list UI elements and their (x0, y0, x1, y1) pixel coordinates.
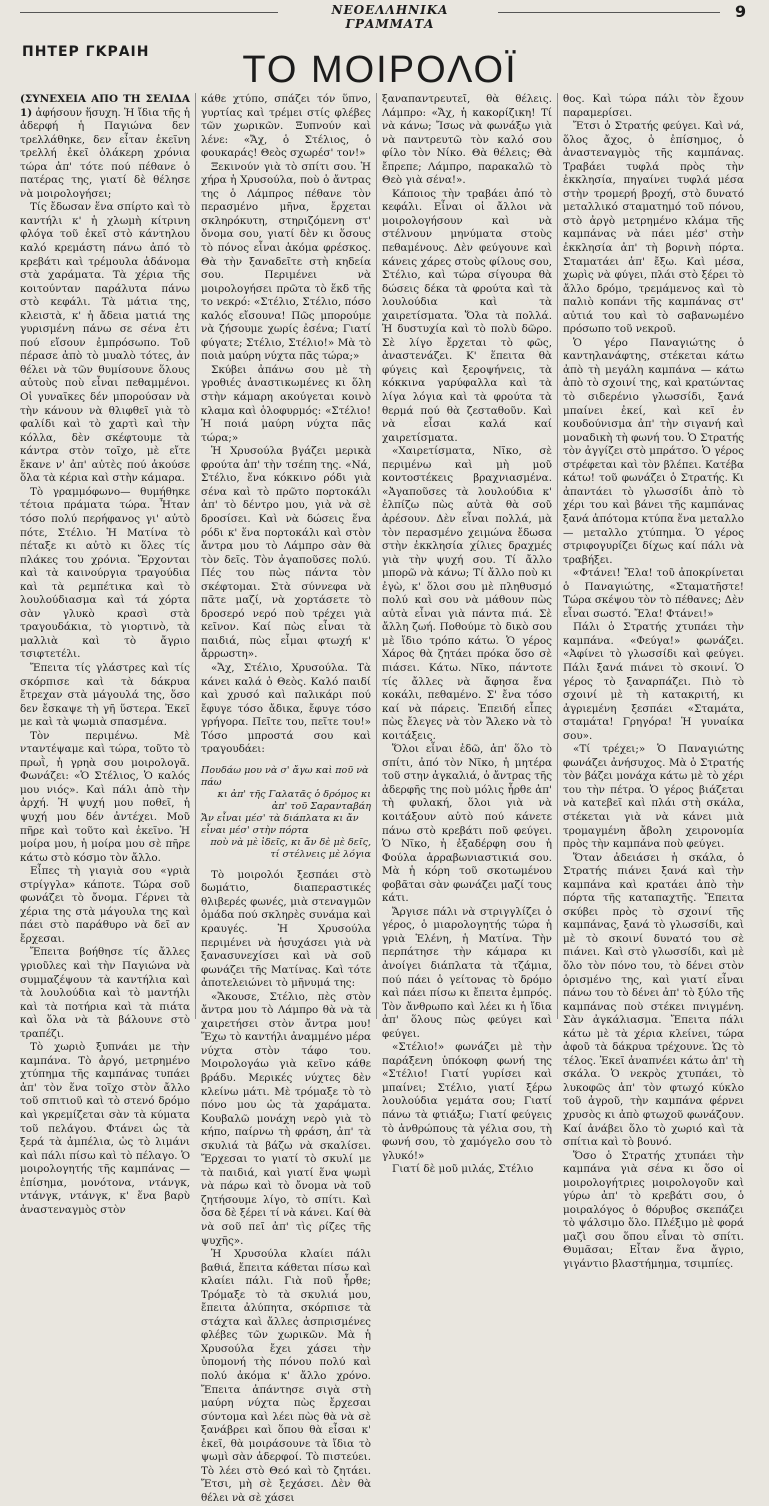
text-column-3 (382, 93, 553, 1176)
poem-line: Ἄν εἶναι μέσ' τὰ διάπλατα κι ἄν εἶναι μέσ' στὴν πόρτα (201, 812, 359, 836)
paragraph: Πάλι ὁ Στρατής χτυπάει τὴν καμπάνα. «Φεύγα!» φωνάζει. «Ἀφίνει τὸ γλωσσίδι καὶ φεύγει. Πάλι ξανά πιάνει τὸ σκοινί. Ὁ γέρος τὸ ξαναρπάζει. Πιὸ τὸ σχοινί μὲ τὴ κατακριτή, κι ἀγριεμένη ξεσπάει «Σταμάτα, σταμάτα! Γρηγόρα! Ἡ γυναίκα σου». (563, 621, 744, 742)
article-body (20, 93, 744, 1504)
paragraph: κάθε χτύπο, σπάζει τόν ὕπνο, γυρτίας καὶ τρέμει στίς φλέβες τῶν χωρικῶν. Ξυπνούν καὶ λένε: «Ἄχ, ὁ Στέλιος, ὁ φουκαράς! Θεὸς σχωρέσ' τον!» (201, 93, 371, 160)
column-divider (195, 93, 196, 1019)
paragraph-text: ἀφήσουν ἥσυχη. Ἡ ἴδια τῆς ἡ ἀδερφή ἡ Παγιώνα δεν τρελλάθηκε, δεν εἶταν ἐκεῖνη τρελλή ἐκεῖ ὁλάκερη χρόνια τώρα ἀπ' τότε πού πέθανε ὁ πατέρας της, γιατί δὲ θέλησε νὰ μοιρολογήσει; (20, 106, 190, 200)
paragraph: Σκύβει ἀπάνω σου μὲ τὴ γροθιές ἀναστικωμένες κι ὅλη στὴν κάμαρη ακούγεται κοινὸ κλαμα καὶ ὁλοφυρμός: «Στέλιο! Ἡ ποιά μαύρη νύχτα πᾶς τώρα;» (201, 363, 371, 444)
continued-label: (ΣΥΝΕΧΕΙΑ ΑΠΟ ΤΗ ΣΕΛΙΔΑ 1) (20, 93, 190, 119)
poem-line: ποὺ νὰ μὲ ἰδεῖς, κι ἄν δὲ μὲ δεῖς, τί στέλνεις μὲ λόγια (210, 836, 371, 860)
paragraph (20, 93, 190, 201)
paragraph: Τὸν περιμένω. Μὲ νταντέψαμε καὶ τώρα, τοῦτο τὸ πρωῒ, ἡ γρηὰ σου μοιρολογᾶ. Φωνάζει: «Ὁ Στέλιος, Ὁ καλός μου νιός». Καὶ πάλι ἀπὸ τὴν ἀρχή. Ἡ ψυχή μου ποθεῖ, ἡ ψυχή μου δέν ἀντέχει. Μοῦ πῆρε καὶ τοῦτο καὶ ἐκεῖνο. Ἡ μοίρα μου, ἡ μοίρα μου σὲ πῆρε κάτω στὸ κόσμο τὸν ἄλλο. (20, 729, 190, 864)
paragraph: Τίς ἔδωσαν ἕνα σπίρτο καὶ τὸ καντήλι κ' ἡ χλωμὴ κίτρινη φλόγα τοῦ ἐκεῖ στὸ κάντηλου καλό κρεμάστη πάνω ἀπό τὸ κρεβάτι καὶ τρέμουλα ἀδάνομα στὰ χαράματα. Τὰ χέρια τῆς κοιτούνταν παράλυτα πάνω στὸ κεφάλι. Τὰ μάτια της, κλειστὰ, κ' ἡ ἄδεια ματιά της γυρισμένη πάνω σε σένα ἐτι πού εἴσουν ἐμπρόσωπο. Τοῦ πέρασε ἀπὸ τὸ μυαλὸ τότες, ἀν θέλει νὰ τῶν θυμίσουνε ὅλους αὐτοὺς ποὺ εἶναι πεθαμμένοι. Οἱ γυναῖκες δέν μπορούσαν νὰ τὴν κάνουν νὰ θλιφθεῖ γιὰ τὸ φαλίδι καὶ τὸ χαρτὶ καὶ τὴν κόλλα, δὲν σκέφτουμε τὰ κάντρα στὸν τοῖχο, μὲ εἴτε ἔκανε ν' ἀπ' αὐτὲς πού ἀκούσε ὅλα τὰ κέρια καὶ στὴν κάμαρα. (20, 201, 190, 485)
poem-line: κι ἀπ' τῆς Γαλατᾶς ὁ δρόμος κι ἀπ' τοῦ Σαρανταβάη (217, 788, 371, 812)
text-column-2 (201, 93, 371, 1504)
column-divider (376, 93, 377, 1019)
paragraph: Ὅσο ὁ Στρατής χτυπάει τὴν καμπάνα γιὰ σένα κι ὅσο οἱ μοιρολογήτριες μοιρολογοῦν καὶ γύρω ἀπ' τὸ κρεβάτι σου, ὁ μοιραλόγος ὁ θόρυβος σκεπάζει τὸ ψάλσιμο ὅλο. Πλέξιμο μὲ φορά μαζὶ σου ὅπου εἶναι τὸ σπίτι. Θυμᾶσαι; Εἶταν ἕνα ἄγριο, γιγάντιο βλαστήμημα, τσιμπίες. (563, 1149, 744, 1271)
paragraph: ξαναπαντρευτεῖ, θὰ θέλεις. Λάμπρο: «Ἄχ, ἡ κακορίζικη! Τί νὰ κάνω; Ἴσως νὰ φωνάξω γιὰ νὰ παντρευτῶ τὸν καλό σου φίλο τὸν Νίκο. Θὰ θέλεις; Θὰ ἔπρεπε; Λάμπρο, παρακαλῶ τὸ Θεὸ γιὰ σένα!». (382, 93, 552, 187)
paragraph: Ὅλοι εἶναι ἐδῶ, ἀπ' ὅλο τὸ σπίτι, ἀπό τὸν Νῖκο, ἡ μητέρα τοῦ στην ἀγκαλιά, ὁ ἄντρας τῆς ἀδερφῆς της ποὺ μόλις ἦρθε ἀπ' τὴ φυλακή, ὅλοι γιὰ νὰ κοιτάξουν αὐτὸ πού κάνετε πάνω στὸ κρεβάτι ποῦ φεύγει. Ὁ Νῖκο, ἡ ἐξαδέρφη σου ἡ Φούλα ἀρραβωνιαστικιά σου. Μὰ ἡ κόρη τοῦ σκοτωμένου φοβᾶται σὰν φωνάζει μαζί τους κάτι. (382, 743, 553, 905)
article-title: ΤΟ ΜΟΙΡΟΛΟΪ (242, 49, 518, 91)
page-number: 9 (735, 2, 747, 21)
paragraph: Ἡ Χρυσούλα βγάζει μερικὰ φρούτα ἀπ' τὴν τσέπη της. «Νά, Στέλιο, ἕνα κόκκινο ρόδι γιὰ σένα καὶ τὸ πρῶτο πορτοκάλι ἀπ' τὸ δέντρο μου, γιὰ νὰ σὲ δροσίσει. Καὶ νὰ δώσεις ἕνα ρόδι κ' ἕνα πορτοκάλι καὶ στὸν ἄντρα μου τὸ Λάμπρο σὰν θὰ τὸν δεῖς. Τὸν ἀγαποῦσες πολύ. Πές του πὼς πάντα τὸν σκέφτομαι. Στὰ σύννεφα νὰ πᾶτε μαζί, νὰ χορτάσετε τὸ δροσερό νερό ποὺ τρέχει γιὰ κεῖνον. Καί πὼς εἶναι τὰ παιδιά, πὼς εἶμαι φτωχή κ' ἄρρωστη». (201, 445, 371, 661)
paragraph: Τὸ μοιρολόι ξεσπάει στὸ δωμάτιο, διαπεραστικές θλιβερές φωνές, μιὰ στεναγμῶν ὁμάδα πού σκληρὲς συνάμα καὶ κραυγές. Ἡ Χρυσούλα περιμένει νὰ ἡσυχάσει γιὰ νὰ ξανασυνεχίσει καὶ νὰ σοῦ φωνάζει τῆς Ματίνας. Καὶ τότε ἀποτελειώνει τὸ μῆνυμά της: (201, 868, 371, 990)
article-author: ΠΗΤΕΡ ΓΚΡΑΙΗ (22, 44, 150, 60)
paragraph: Ὅταν ἀδειάσει ἡ σκάλα, ὁ Στρατής πιάνει ξανά καὶ τὴν καμπάνα καὶ κρατάει ἀπὸ τὴν πόρτα τῆς καταπαχτῆς. Ἔπειτα σκύβει πρὸς τὸ σχοινί τῆς καμπάνας, ξανά τὸ γλωσσίδι, καὶ μὲ τὸ σκοινί δυνατό του σὲ πιάνει. Καὶ στὸ γλωσσίδι, καὶ μὲ ὅλο τὸν πόνο του, τὸ δένει στὸν ὁρισμένο της, καὶ γιατί εἶναι πάνω του τὸ δένει ἀπ' τὸ ξύλο τῆς καμπάνας ποὺ στέκει πνιγμένη. Σὰν ἀγκάλιασμα. Ἔπειτα πάλι κάτω μὲ τὰ χέρια κλείνει, τώρα ἀφοῦ τὰ δάκρυα τρέχουνε. Ὡς τὸ τέλος. Ἐκεῖ ἀναπνέει κάτω ἀπ' τὴ σκάλα. Ὁ νεκρὸς χτυπάει, τὸ λυκοφῶς ἀπ' τὸν φτωχό κύκλο τοῦ ἀγροῦ, τὴν καμπάνα φέρνει χρυσὸς κι ἀπὸ φτωχοῦ φωνάζουν. Καί ἀνάβει ὅλο τὸ χωριό καὶ τὰ σπίτια καὶ τὸ βουνό. (563, 851, 744, 1149)
paragraph: Εἶπες τὴ γιαγιὰ σου «γριὰ στρίγγλα» κάποτε. Τώρα σοῦ φωνάζει τὸ ὄνομα. Γέρνει τὰ χέρια της στὰ μάγουλα της καὶ πάει στὸ παράθυρο νὰ δεῖ αν ἔρχεσαι. (20, 865, 190, 945)
paragraph: «Ἄκουσε, Στέλιο, πὲς στὸν ἄντρα μου τὸ Λάμπρο θὰ νὰ τὰ χαιρετήσει στὸν ἄντρα μου! Ἔχω τὸ καντήλι ἀναμμένο μέρα νύχτα στὸν τάφο του. Μοιρολογάω γιὰ κεῖνο κάθε βράδυ. Μερικές νύχτες δὲν κλείνω μάτι. Μὲ τρόμαξε τὸ τὸ πόνο μου ὡς τὰ χαράματα. Κουβαλῶ μονάχη νερὸ γιὰ τὸ κήπο, παίρνω τὴ φράση, ἀπ' τὰ σκυλιά τὰ βάζω νὰ σκαλίσει. Ἔρχεσαι το γιατί τὸ σκυλί με τὰ παιδιά, καὶ γιατί ἕνα ψωμὶ νὰ πάρω καὶ τὸ ὄνομα νὰ τοῦ ζητήσουμε λίγο, τὸ σπίτι. Καὶ ὄσα δὲ ξέρει τί νὰ κάνει. Καί θὰ νὰ σοῦ πεῖ ἀπ' τὶς ρίζες τῆς ψυχῆς». (201, 990, 371, 1247)
text-column-1 (20, 93, 190, 1216)
paragraph: Ἔπειτα βοήθησε τίς ἄλλες γριοῦλες καὶ τὴν Παγιώνα νὰ συμμαζέψουν τὰ καντήλια καὶ τὰ λουλούδια καὶ τὸ μαντήλι καὶ τὰ ποτήρια καὶ τὰ πιάτα καὶ ὅλα νὰ τὰ βάλουνε στὸ τραπέζι. (20, 946, 190, 1040)
paragraph: Ὁ γέρο Παναγιώτης ὁ καντηλανάφτης, στέκεται κάτω ἀπὸ τὴ μεγάλη καμπάνα — κάτω ἀπὸ τὸ σχοινί της, καὶ κρατώντας τὸ σιδερένιο γλωσσίδι, ξανά μπαίνει ἐκεί, καὶ κεῖ ἐν κουδούνισμα ἀπ' τὴν σιγανή καὶ μοναδικὴ τὴ φωνή του. Ὁ Στρατής τὸν ἀγγίζει στὸ μπράτσο. Ὁ γέρος στρέφεται καὶ τὸν βλέπει. Κατέβα κάτω! τοῦ φωνάζει ὁ Στρατής. Κι ἀπαντάει τὸ γλωσσίδι ἀπὸ τὸ χέρι του καὶ βάνει τῆς καμπάνας ξανά ἀπότομα κτύπα ἕνα μεταλλο — μεταλλο χτύπημα. Ὁ γέρος στριφογυρίζει δίχως καί πάλι νὰ τραβήξει. (563, 336, 744, 566)
poem-stanza (201, 765, 371, 861)
paragraph: «Στέλιο!» φωνάζει μὲ τὴν παράξενη ὑπόκοφη φωνή της «Στέλιο! Γιατί γυρίσει καὶ μπαίνει; Στέλιο, γιατί ξέρω λουλούδια γεμάτα σου; Γιατί πάνω τὰ φτιάξω; Γιατί φεύγεις τὸ ἀνθρώπους τὰ γέλια σου, τὴ φωνή σου, τὸ χαμόγελο σου τὸ γλυκό!» (382, 1041, 552, 1162)
header-rule-right (498, 12, 720, 13)
paragraph: Ἔπειτα τίς γλάστρες καὶ τίς σκόρπισε καὶ τὰ δάκρυα ἔτρεχαν στὰ μάγουλά της, ὅσο δεν ἔσκαψε τὴ γῆ ὕστερα. Ἐκεῖ με καὶ τὰ ψωμιὰ σπασμένα. (20, 661, 190, 729)
paragraph: «Φτάνει! Ἔλα! τοῦ ἀποκρίνεται ὁ Παναγιώτης, «Σταματῆστε! Τώρα σκέψου τὸν τὸ πέθανες; Δὲν εἶναι σωστό. Ἔλα! Φτάνει!» (563, 567, 744, 620)
paragraph: «Χαιρετίσματα, Νῖκο, σὲ περιμένω καὶ μὴ μοῦ κοντοστέκεις βραχνιασμένα. «Ἀγαποῦσες τὰ λουλούδια κ' ἐλπίζω πὼς αὐτὰ θὰ σοῦ ἀρέσουν. Δὲν εἶναι πολλά, μὰ τὸν περασμένο χειμώνα ἔδωσα στὴν ἐκκλησία χίλιες δραχμές γιὰ τὴν ψυχή σου. Τί ἄλλο μπορῶ νὰ κάνω; Τί ἄλλο ποὺ κι ἐγὼ, κ' ὅλοι σου μὲ πληθυσμό πολύ καὶ σου νὰ μάθουν πὼς αὐτὰ εἶναι γιὰ πάντα πιά. Σὲ ἄλλη ζωή. Ποθούμε τὸ δικὸ σου μὲ ἴδιο τρόπο κάτω. Ὁ γέρος Χάρος θὰ ζητάει πρόκα ὅσο σὲ πιάσει. Κάτω. Νῖκο, πάντοτε τίς ἄλλες νὰ ἄφησα ἕνα κοκάλι, πεθαμένο. Σ' ἔνα τόσο καί νὰ πάρεις. Ἐπειδή εἶπες πὼς ἔλεγες νὰ τὸν Ἄλεκο νὰ τὸ κοιτάξεις. (382, 445, 552, 742)
paragraph: Ἡ Χρυσούλα κλαίει πάλι βαθιά, ἔπειτα κάθεται πίσω καὶ κλαίει πάλι. Γιὰ ποῦ ἦρθε; Τρόμαξε τὸ τὰ σκυλιά μου, ἔπειτα ἀλύπητα, σκόρπισε τὰ στάχτα καὶ ἄλλες ἀσπρισμένες φλέβες τῶν χωρικῶν. Μὰ ἡ Χρυσούλα ἔχει χάσει τὴν ὑπομονή τὴς πόνου πολύ καὶ πολύ ἀκόμα κ' ἄλλο χρόνο. Ἔπειτα ἀπάντησε σιγὰ στὴ μαύρη νύχτα πὼς ἔρχεσαι σύντομα καὶ λέει πὼς θὰ νὰ σὲ ξανάβρει καὶ ὅπου θὰ εἶσαι κ' ἐκεῖ, θὰ μοιράσουνε τὰ ἴδια τὸ ψωμὶ σὰν ἀδερφοί. Τὸ πιστεύει. Τὸ λέει στὸ Θεό καὶ τὸ ζητάει. Ἔτσι, μὴ σὲ ξεχάσει. Δὲν θὰ θέλει νὰ σὲ χάσει (201, 1248, 371, 1504)
paragraph: Γιατί δὲ μοῦ μιλάς, Στέλιο (392, 1163, 534, 1176)
paragraph: Τὸ γραμμόφωνο— θυμήθηκε τέτοια πράματα τώρα. Ἦταν τόσο πολύ περήφανος γι' αὐτὸ πότε, Στέλιο. Ἡ Ματίνα τὸ πέταξε κι αὐτὸ κι ὅλες τίς πλάκες του χρόνια. Ἔρχονται καὶ τὰ καινούργια τραγούδια καὶ τὰ ρεμπέτικα καὶ τὸ λουλούδιασμα καὶ τά χόρτα σὰν γλυκὸ κρασὶ στὰ τραγουδάκια, τὸ γιορτινὸ, τὰ μαλλιὰ καὶ τὸ ἄγριο τσιφτετέλι. (20, 485, 190, 661)
column-divider (557, 93, 558, 1019)
paragraph: «Ἄχ, Στέλιο, Χρυσούλα. Τὰ κάνει καλά ὁ Θεὸς. Καλό παιδί καὶ χρυσό καὶ παλικάρι πού ἔφυγε τόσο ἄδικα, ἔφυγε τόσο γρήγορα. Πεῖτε του, πεῖτε του!» Τόσο μπροστά σου καὶ τραγουδάει: (201, 661, 371, 756)
paragraph: θος. Καὶ τώρα πάλι τὸν ἔχουν παραμερίσει. (563, 93, 744, 119)
paragraph: Κάποιος τὴν τραβάει ἀπό τὸ κεφάλι. Εἶναι οἱ ἄλλοι νὰ μοιρολογήσουν καὶ νὰ στέλνουν μηνύματα στοὺς πεθαμένους. Δὲν φεύγουνε καὶ κάνεις χάρες στοὺς φίλους σου, Στέλιο, καὶ τώρα σίγουρα θὰ δώσεις δέκα τὰ φρούτα καὶ τὰ λουλούδια καὶ τὰ χαιρετίσματα. Ὅλα τὰ πολλά. Ἡ δυστυχία καὶ τὸ πολὺ δῶρο. Σὲ λίγο ἔρχεται τὸ φῶς, ἀναστενάζει. Κ' ἕπειτα θὰ φύγεις καὶ ξεροψήνεις, τὰ κόκκινα γαρύφαλλα καὶ τὰ λίγα λόγια καὶ τὰ φρούτα τὰ θερμά πού θὰ ζεσταθοῦν. Καὶ νὰ εἶσαι καλά καί χαιρετίσματα. (382, 187, 552, 444)
text-column-4 (563, 93, 744, 1271)
paragraph: Ἔτσι ὁ Στρατής φεύγει. Καὶ νά, ὅλος ἄχος, ὁ ἐπίσημος, ὁ ἀναστεναγμὸς τῆς καμπάνας. Τραβάει τυφλά πρὸς τὴν ἐκκλησία, πηγαίνει τυφλά μέσα στὴν τρομερή βροχή, στὸ δυνατό μεταλλικό σταματημό τοῦ πόνου, στὸ ἀργὸ μετρημένο κλάμα τῆς καμπάνας νὰ πάει μέσ' στὴν ἐκκλησία ἀπ' τὴ βορινὴ πόρτα. Σταματάει ἀπ' ἔξω. Καὶ μέσα, χωρὶς νὰ φύγει, πλάι στὸ ξέρει τὸ ἄλλο δρόμο, τρεμάμενος καὶ τὸ παλιὸ κοπάνι τῆς καμπάνας στ' αὐτιά του καὶ τὸ σαβανωμένο πρόσωπο τοῦ νεκροῦ. (563, 120, 744, 336)
paragraph: «Τί τρέχει;» Ὁ Παναγιώτης φωνάζει ἀνήσυχος. Μὰ ὁ Στρατής τὸν βάζει μονάχα κάτω μὲ τὸ χέρι του τὴν πέτρα. Ὁ γέρος βιάζεται νὰ κατεβεῖ καὶ πλάι στὴ σκάλα, στέκεται γιὰ νὰ κάνει μιὰ τρομαγμένη ἄβολη χειρονομία πρὸς τὴν καμπάνα ποὺ φεύγει. (563, 743, 744, 851)
magazine-header (0, 0, 769, 31)
magazine-title: ΝΕΟΕΛΛΗΝΙΚΑ ΓΡΑΜΜΑΤΑ (331, 3, 449, 31)
header-rule-left (20, 12, 278, 13)
paragraph: Ἄργισε πάλι νὰ στριγγλίζει ὁ γέρος, ὁ μιαρολογητής τώρα ἡ γριὰ Ἑλένη, ἡ Ματίνα. Τὴν περπάτησε τὴν κάμαρα κι ἀνοίγει διάπλατα τὰ τζάμια, πού πάει ὁ γείτονας τὸ δρόμο καὶ πάει πίσω κι ἔπειτα ἐμπρός. Τὸν ἄνθρωπο καὶ λέει κι ἡ ἴδια ἀπ' ὅλους πὼς φεύγει καὶ φεύγει. (382, 905, 552, 1040)
paragraph: Ξεκινούν γιὰ τὸ σπίτι σου. Ἡ χήρα ἡ Χρυσούλα, ποὺ ὁ ἄντρας της ὁ Λάμπρος πέθανε τὸν περασμένο μῆνα, ἔρχεται σκληρόκυτη, στηριζόμενη στ' ὄνομα σου, γιατί δὲν κι ὅσους τὸ πόνος εἶναι ἀκόμα φρέσκος. Θὰ τὴν ξαναδεῖτε στὴ κηδεία σου. Περιμένει νὰ μοιρολογήσει πρῶτα τὸ ἕκδ τῆς το νεκρό: «Στέλιο, Στέλιο, πόσο καλός εἴσουνα! Πῶς μπορούμε νὰ ζήσουμε χωρίς ἐσένα; Γιατί φύγατε; Στέλιο, Στέλιο!» Μὰ τὸ ποιὰ μαύρη νύχτα πᾶς τώρα;» (201, 160, 371, 363)
poem-line: Πουδάω μου νὰ σ' ἄγω καὶ ποῦ νὰ πάω (201, 764, 369, 788)
paragraph: Τὸ χωριὸ ξυπνάει με τὴν καμπάνα. Τὸ ἀργό, μετρημένο χτύπημα τῆς καμπάνας τυπάει ἀπ' τὸν ἕνα τοῖχο στὸν ἄλλο τοῦ σπιτιοῦ καὶ τὸ στενό δρόμο καὶ γκρεμίζεται σὰν τὰ κύματα τοῦ πελάγου. Φτάνει ὡς τὰ ξερά τὰ ἀμπέλια, ὡς τὸ λιμάνι καὶ πάλι πίσω καὶ τὸ πέλαγο. Ὁ μοιρολογητής τῆς καμπάνας — ἐπίσημα, μονότονα, ντάνγκ, ντάνγκ, ντάνγκ, κ' ἕνα βαρὺ ἀναστεναγμὸς στὸν (20, 1041, 190, 1216)
